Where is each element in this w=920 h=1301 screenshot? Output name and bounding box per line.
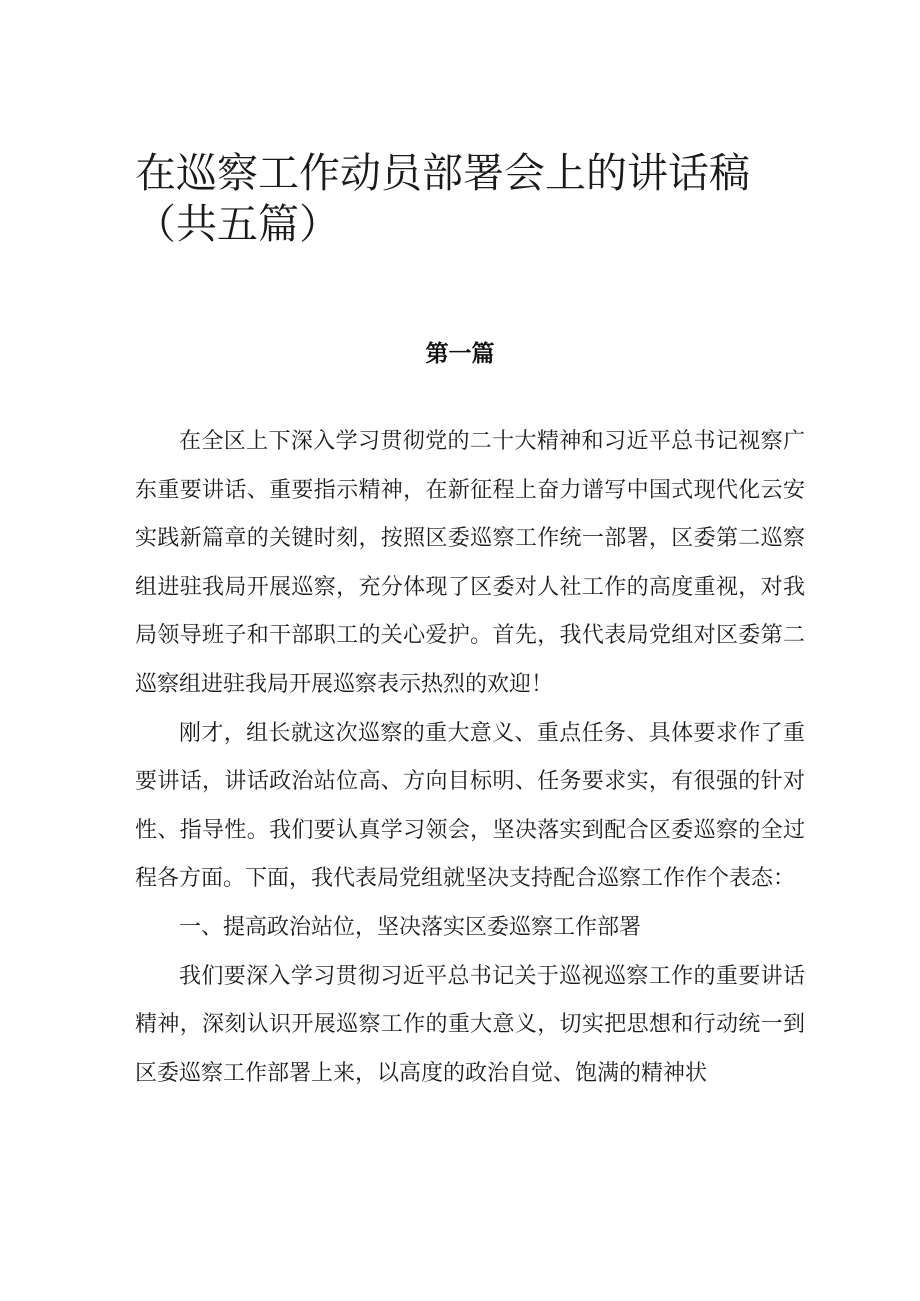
section-heading: 第一篇 bbox=[425, 341, 495, 367]
paragraph-response: 刚才，组长就这次巡察的重大意义、重点任务、具体要求作了重要讲话，讲话政治站位高、方向目标明、任务要求实，有很强的针对性、指导性。我们要认真学习领会，坚决落实到配合区委巡察的全过程各方面。下面，我代表局党组就坚决支持配合巡察工作作个表态： bbox=[135, 720, 805, 892]
document-title: 在巡察工作动员部署会上的讲话稿（共五篇） bbox=[135, 149, 750, 248]
paragraph-intro: 在全区上下深入学习贯彻党的二十大精神和习近平总书记视察广东重要讲话、重要指示精神，在新征程上奋力谱写中国式现代化云安实践新篇章的关键时刻，按照区委巡察工作统一部署，区委第二巡察组进驻我局开展巡察，充分体现了区委对人社工作的高度重视，对我局领导班子和干部职工的关心爱护。首先，我代表局党组对区委第二巡察组进驻我局开展巡察表示热烈的欢迎！ bbox=[135, 429, 805, 697]
paragraph-political-stance: 我们要深入学习贯彻习近平总书记关于巡视巡察工作的重要讲话精神，深刻认识开展巡察工作的重大意义，切实把思想和行动统一到区委巡察工作部署上来，以高度的政治自觉、饱满的精神状 bbox=[135, 963, 805, 1086]
subheading-political-stance: 一、提高政治站位，坚决落实区委巡察工作部署 bbox=[179, 914, 642, 940]
document-body bbox=[135, 418, 805, 1098]
